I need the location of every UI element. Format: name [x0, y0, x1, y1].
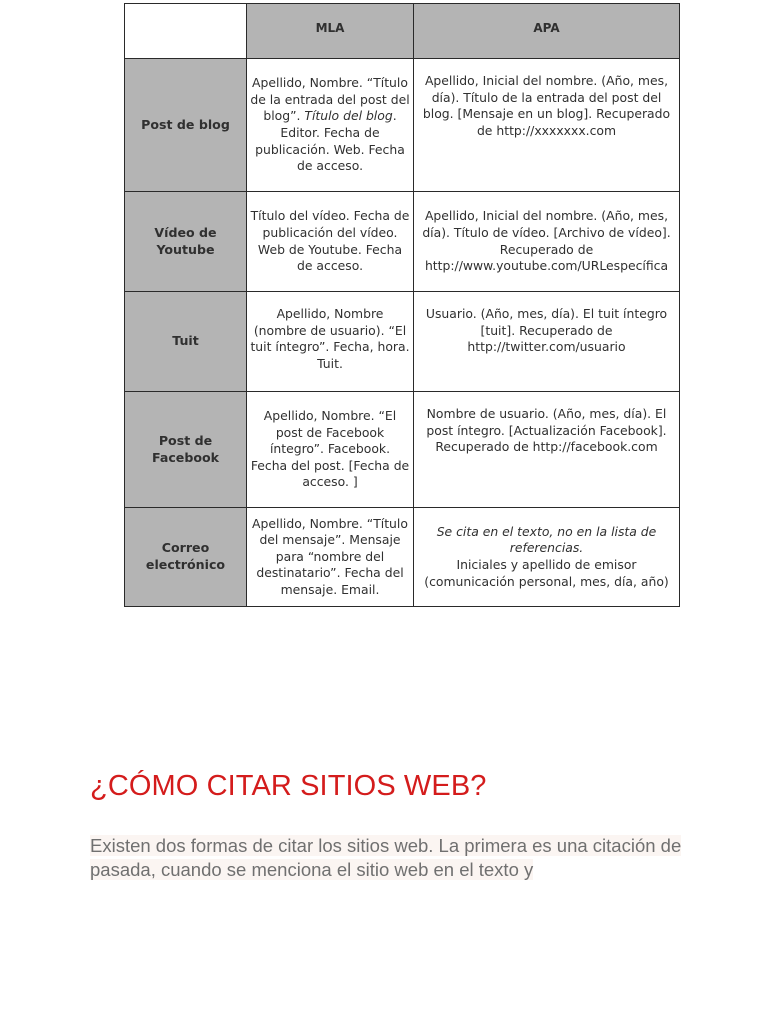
table-row: [125, 292, 680, 392]
citation-table: [124, 3, 680, 607]
table-header-row: [125, 4, 680, 59]
row-label-post-facebook: Post de Facebook: [125, 392, 247, 508]
row-label-correo: Correo electrónico: [125, 508, 247, 607]
table-row: [125, 59, 680, 192]
mla-cell-post-de-blog: Apellido, Nombre. “Título de la entrada del post del blog”. Título del blog. Editor. Fecha de publicación. Web. Fecha de acceso.: [247, 59, 414, 192]
row-label-video-youtube: Vídeo de Youtube: [125, 192, 247, 292]
table-header-blank: [125, 4, 247, 59]
table-row: [125, 192, 680, 292]
table-row: [125, 392, 680, 508]
apa-cell-post-de-blog: Apellido, Inicial del nombre. (Año, mes, día). Título de la entrada del post del blog. [Mensaje en un blog]. Recuperado de http://xxxxxxx.com: [414, 59, 680, 192]
table-header-mla: MLA: [247, 4, 414, 59]
table-row: [125, 508, 680, 607]
apa-cell-correo: Se cita en el texto, no en la lista de referencias. Iniciales y apellido de emisor (comunicación personal, mes, día, año): [414, 508, 680, 607]
mla-cell-post-facebook: Apellido, Nombre. “El post de Facebook íntegro”. Facebook. Fecha del post. [Fecha de acceso. ]: [247, 392, 414, 508]
mla-cell-video-youtube: Título del vídeo. Fecha de publicación del vídeo. Web de Youtube. Fecha de acceso.: [247, 192, 414, 292]
row-label-post-de-blog: Post de blog: [125, 59, 247, 192]
mla-cell-correo: Apellido, Nombre. “Título del mensaje”. Mensaje para “nombre del destinatario”. Fecha del mensaje. Email.: [247, 508, 414, 607]
intro-paragraph: Existen dos formas de citar los sitios web. La primera es una citación de pasada, cuando se menciona el sitio web en el texto y: [90, 835, 682, 880]
apa-cell-video-youtube: Apellido, Inicial del nombre. (Año, mes, día). Título de vídeo. [Archivo de vídeo]. Recuperado de http://www.youtube.com/URLespecífica: [414, 192, 680, 292]
row-label-tuit: Tuit: [125, 292, 247, 392]
apa-cell-post-facebook: Nombre de usuario. (Año, mes, día). El post íntegro. [Actualización Facebook]. Recuperado de http://facebook.com: [414, 392, 680, 508]
apa-cell-tuit: Usuario. (Año, mes, día). El tuit íntegro [tuit]. Recuperado de http://twitter.com/usuario: [414, 292, 680, 392]
section-title: ¿CÓMO CITAR SITIOS WEB?: [90, 770, 487, 802]
table-header-apa: APA: [414, 4, 680, 59]
mla-cell-tuit: Apellido, Nombre (nombre de usuario). “El tuit íntegro”. Fecha, hora. Tuit.: [247, 292, 414, 392]
